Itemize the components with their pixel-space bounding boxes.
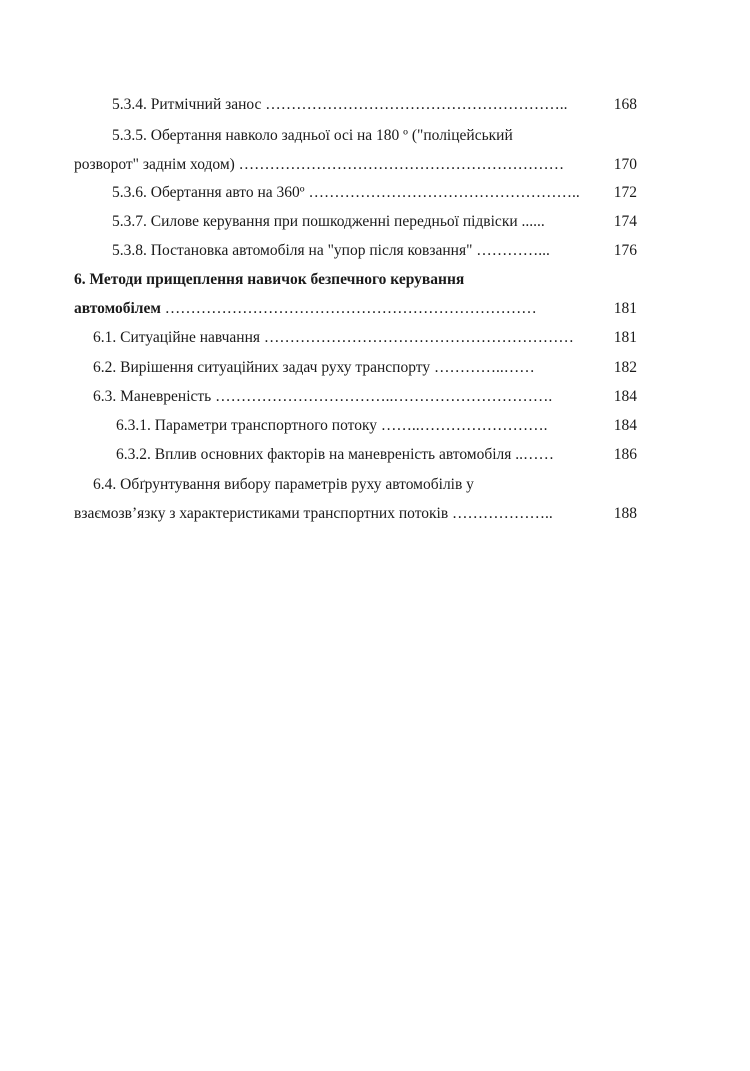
toc-entry-text: розворот" заднім ходом) ……………………………………………………… xyxy=(74,156,565,173)
toc-entry-5-3-6 xyxy=(74,181,637,205)
toc-page-number: 182 xyxy=(613,359,637,376)
toc-entry-6-cont xyxy=(74,297,637,321)
toc-page-number: 184 xyxy=(613,417,637,434)
toc-entry-text: 5.3.8. Постановка автомобіля на "упор після ковзання" …………... xyxy=(112,242,550,259)
toc-entry-5-3-5-cont xyxy=(74,153,637,177)
toc-entry-5-3-5 xyxy=(74,124,637,148)
toc-page-number: 181 xyxy=(613,329,637,346)
toc-entry-text: взаємозв’язку з характеристиками транспортних потоків ……………….. xyxy=(74,505,553,522)
toc-entry-text: 5.3.7. Силове керування при пошкодженні передньої підвіски ...... xyxy=(112,213,545,230)
toc-entry-6-3-1 xyxy=(74,414,637,438)
toc-entry-6-2 xyxy=(74,356,637,380)
toc-page-number: 188 xyxy=(613,505,637,522)
toc-entry-text: 6.3.1. Параметри транспортного потоку ……..……………………. xyxy=(116,417,548,434)
toc-entry-text xyxy=(74,297,597,321)
toc-entry-6-4-cont xyxy=(74,502,637,526)
toc-entry-text: 6.4. Обґрунтування вибору параметрів руху автомобілів у xyxy=(93,476,474,493)
toc-entry-text: 5.3.4. Ритмічний занос ………………………………………………….. xyxy=(112,96,568,113)
toc-entry-6-3 xyxy=(74,385,637,409)
toc-page-number: 174 xyxy=(613,213,637,230)
toc-leader-dots: ……………………………………………………………… xyxy=(160,300,537,317)
toc-page-number: 184 xyxy=(613,388,637,405)
toc-entry-5-3-8 xyxy=(74,239,637,263)
toc-page-number: 186 xyxy=(613,446,637,463)
toc-page-number: 172 xyxy=(613,184,637,201)
toc-entry-text: 5.3.5. Обертання навколо задньої осі на 180 º ("поліцейський xyxy=(112,127,513,144)
toc-entry-text: 5.3.6. Обертання авто на 360º …………………………………………….. xyxy=(112,184,580,201)
toc-entry-5-3-4 xyxy=(74,93,637,117)
toc-section-heading-cont: автомобілем xyxy=(74,300,161,317)
toc-page-number: 168 xyxy=(613,96,637,113)
toc-entry-6-1 xyxy=(74,326,637,350)
toc-entry-6 xyxy=(74,268,637,292)
toc-page-number: 176 xyxy=(613,242,637,259)
toc-entry-text: 6.1. Ситуаційне навчання …………………………………………………… xyxy=(93,329,574,346)
toc-entry-5-3-7 xyxy=(74,210,637,234)
toc-page-number: 170 xyxy=(613,156,637,173)
toc-entry-text: 6.2. Вирішення ситуаційних задач руху транспорту …………..…… xyxy=(93,359,535,376)
toc-entry-text: 6.3.2. Вплив основних факторів на маневреність автомобіля ..…… xyxy=(116,446,555,463)
toc-entry-6-3-2 xyxy=(74,443,637,467)
toc-section-heading: 6. Методи прищеплення навичок безпечного керування xyxy=(74,271,465,288)
toc-entry-6-4 xyxy=(74,473,637,497)
toc-page-number: 181 xyxy=(613,300,637,317)
toc-entry-text: 6.3. Маневреність ……………………………..…………………………. xyxy=(93,388,553,405)
